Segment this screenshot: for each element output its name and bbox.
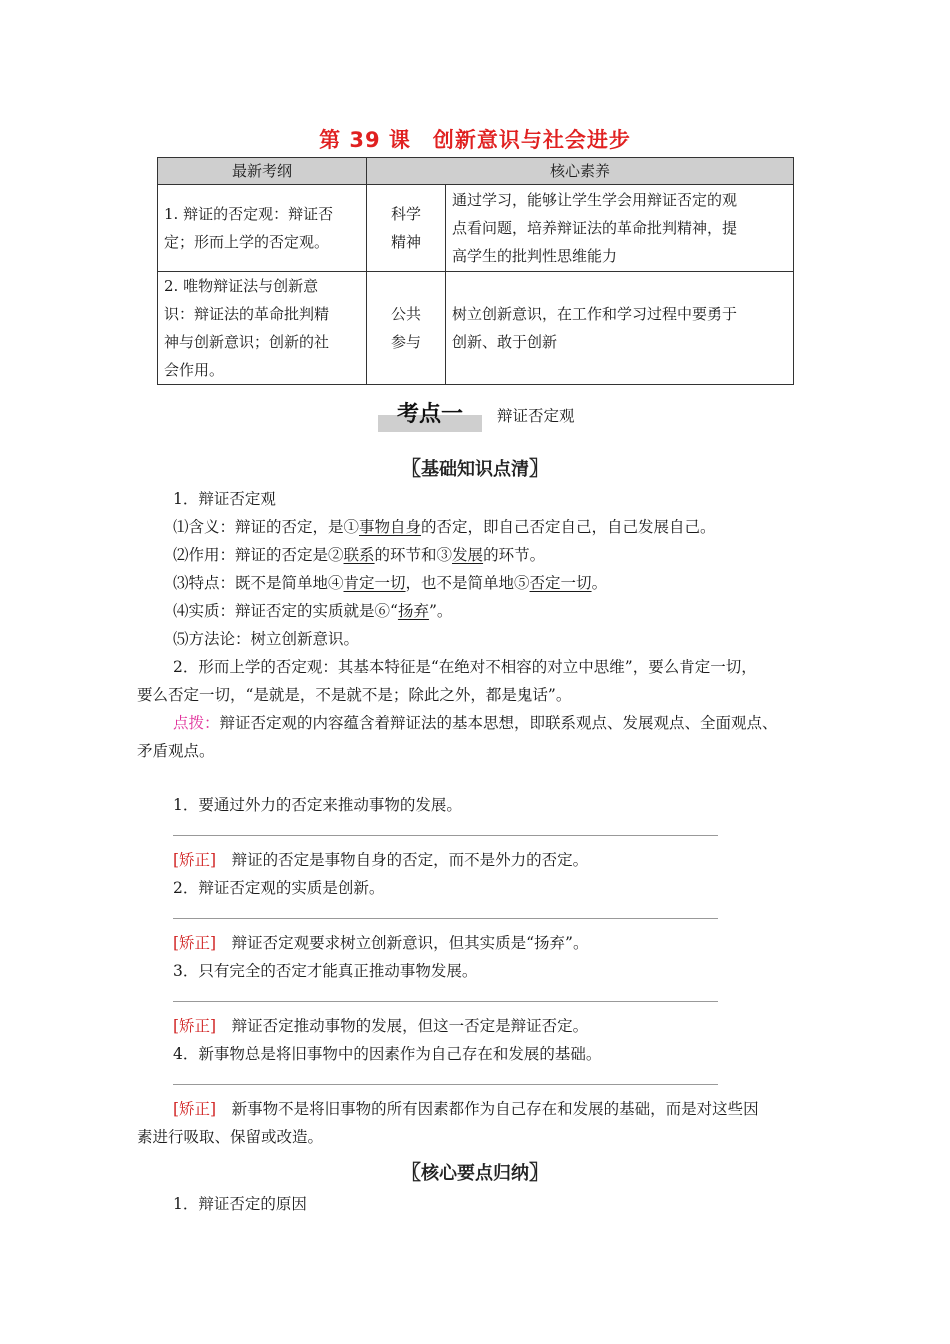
basics-line: ⑶特点：既不是简单地④肯定一切，也不是简单地⑤否定一切。 — [173, 574, 608, 592]
answer-line — [173, 835, 718, 836]
correction-label: [矫正] — [173, 851, 217, 869]
core-line: 1．辩证否定的原因 — [173, 1195, 307, 1213]
basics-line: 2．形而上学的否定观：其基本特征是“在绝对不相容的对立中思维”，要么肯定一切， — [173, 658, 757, 676]
correction-line: [矫正] 辩证否定观要求树立创新意识，但其实质是“扬弃”。 — [173, 934, 589, 952]
correction-line: [矫正] 新事物不是将旧事物的所有因素都作为自己存在和发展的基础，而是对这些因 — [173, 1100, 759, 1118]
category-cell: 公共 参与 — [367, 272, 446, 385]
header-literacy: 核心素养 — [367, 158, 794, 185]
category-cell: 科学 精神 — [367, 185, 446, 272]
tip-label: 点拨： — [173, 714, 220, 732]
basics-line: 要么否定一切，“是就是，不是就不是；除此之外，都是鬼话”。 — [137, 686, 572, 704]
misconception-question: 2．辩证否定观的实质是创新。 — [173, 879, 385, 897]
table-row — [158, 272, 794, 385]
outline-cell: 1. 辩证的否定观：辩证否 定；形而上学的否定观。 — [158, 185, 367, 272]
correction-label: [矫正] — [173, 1100, 217, 1118]
content-cell: 树立创新意识，在工作和学习过程中要勇于 创新、敢于创新 — [446, 272, 794, 385]
header-outline: 最新考纲 — [158, 158, 367, 185]
basics-line: 1．辩证否定观 — [173, 490, 276, 508]
table-row — [158, 185, 794, 272]
answer-line — [173, 918, 718, 919]
kaodian-subtitle: 辩证否定观 — [497, 407, 575, 425]
misconception-question: 4．新事物总是将旧事物中的因素作为自己存在和发展的基础。 — [173, 1045, 602, 1063]
standards-table — [157, 157, 794, 385]
answer-line — [173, 1084, 718, 1085]
basics-line: ⑷实质：辩证否定的实质就是⑥“扬弃”。 — [173, 602, 453, 620]
table-header-row — [158, 158, 794, 185]
page-title: 第 39 课 创新意识与社会进步 — [319, 128, 631, 152]
correction-label: [矫正] — [173, 1017, 217, 1035]
tip-line: 点拨：辩证否定观的内容蕴含着辩证法的基本思想，即联系观点、发展观点、全面观点、 — [173, 714, 778, 732]
answer-line — [173, 1001, 718, 1002]
basics-line: ⑴含义：辩证的否定，是①事物自身的否定，即自己否定自己，自己发展自己。 — [173, 518, 716, 536]
section-heading-basics: 〖基础知识点清〗 — [401, 456, 549, 480]
outline-cell: 2. 唯物辩证法与创新意 识：辩证法的革命批判精 神与创新意识；创新的社 会作用。 — [158, 272, 367, 385]
misconception-question: 1．要通过外力的否定来推动事物的发展。 — [173, 796, 462, 814]
basics-line: ⑵作用：辩证的否定是②联系的环节和③发展的环节。 — [173, 546, 546, 564]
basics-line: ⑸方法论：树立创新意识。 — [173, 630, 360, 648]
correction-line: [矫正] 辩证的否定是事物自身的否定，而不是外力的否定。 — [173, 851, 589, 869]
correction-line: 素进行吸取、保留或改造。 — [137, 1128, 324, 1146]
content-cell: 通过学习，能够让学生学会用辩证否定的观 点看问题，培养辩证法的革命批判精神，提 高学生的批判性思维能力 — [446, 185, 794, 272]
section-heading-core: 〖核心要点归纳〗 — [401, 1160, 549, 1184]
correction-label: [矫正] — [173, 934, 217, 952]
misconception-question: 3．只有完全的否定才能真正推动事物发展。 — [173, 962, 478, 980]
tip-line: 矛盾观点。 — [137, 742, 215, 760]
correction-line: [矫正] 辩证否定推动事物的发展，但这一否定是辩证否定。 — [173, 1017, 589, 1035]
kaodian-badge: 考点一 — [378, 398, 482, 432]
